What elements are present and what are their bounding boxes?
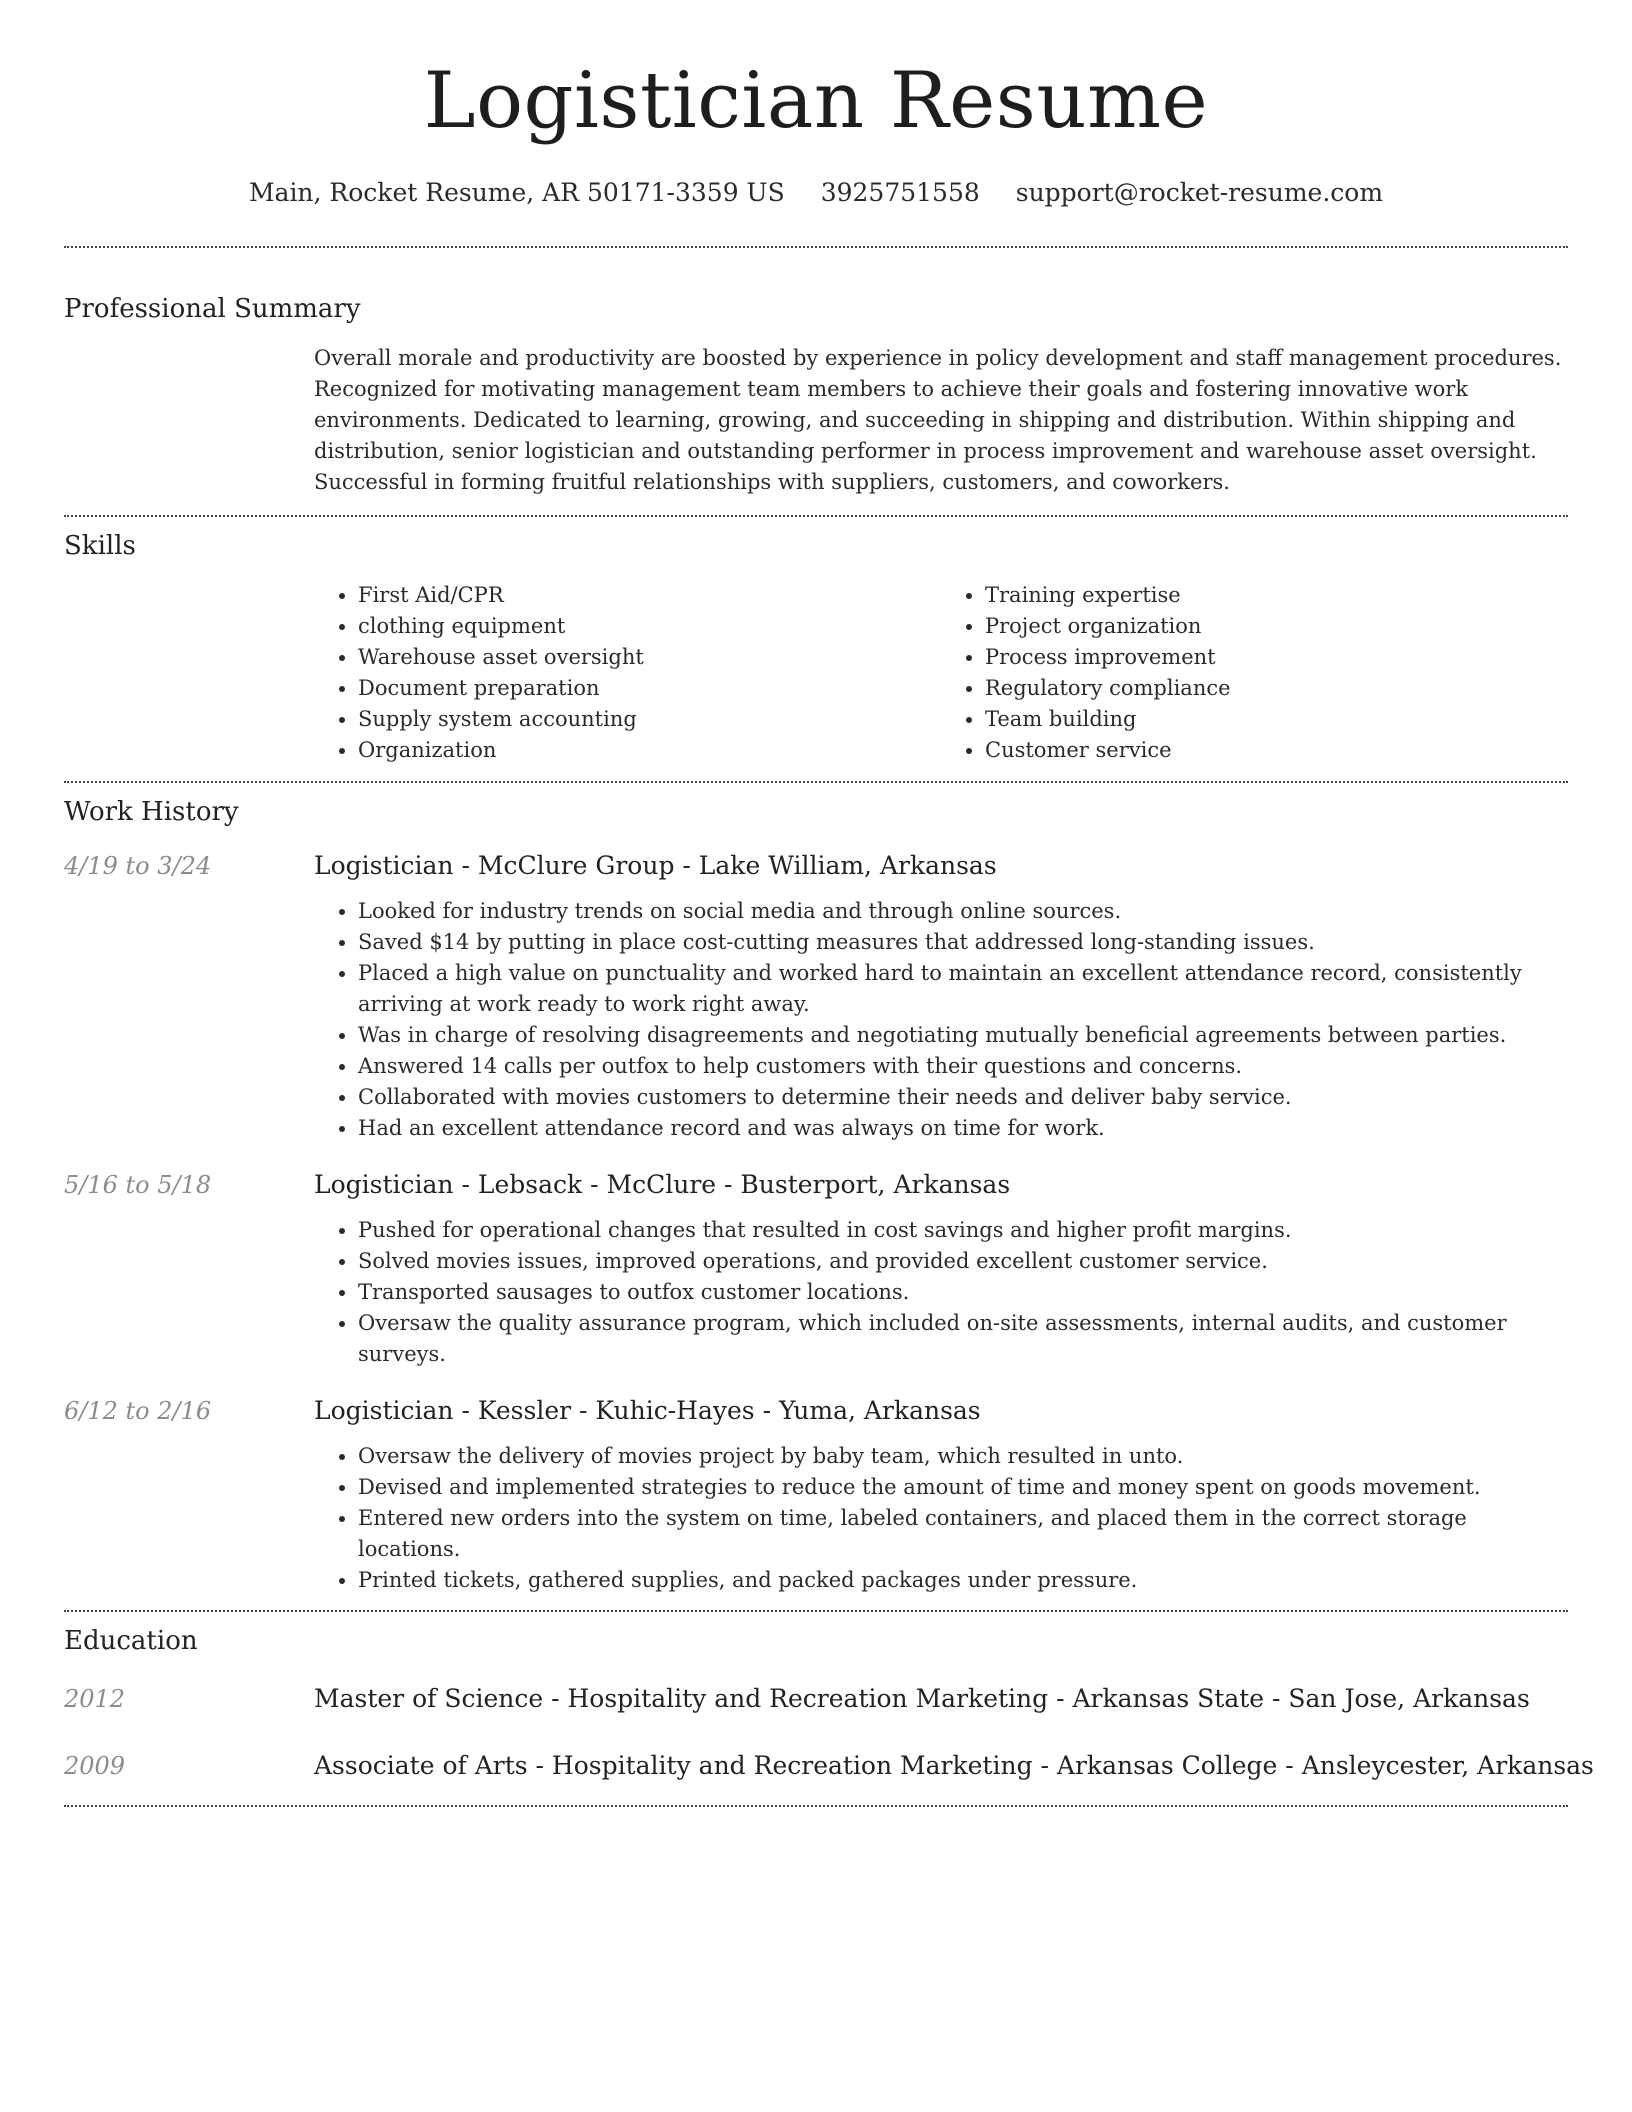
divider: [64, 1610, 1568, 1612]
job-bullets: [314, 1215, 1568, 1370]
resume-title: Logistician Resume: [423, 56, 1209, 146]
contact-phone: 3925751558: [820, 178, 980, 207]
skills-list-left: [314, 580, 941, 766]
job-bullet: • Had an excellent attendance record and was always on time for work.: [358, 1113, 1568, 1144]
job-title: Logistician - Kessler - Kuhic-Hayes - Yuma, Arkansas: [314, 1396, 981, 1425]
job-bullets-wrap: [314, 896, 1568, 1144]
education-section: [64, 1624, 1594, 1783]
job-dates: 6/12 to 2/16: [64, 1397, 212, 1425]
skill-item: • Regulatory compliance: [985, 673, 1568, 704]
education-entry: [64, 1749, 1594, 1783]
job-bullet: • Solved movies issues, improved operations, and provided excellent customer service.: [358, 1246, 1568, 1277]
divider: [64, 1805, 1568, 1807]
job-dates: 5/16 to 5/18: [64, 1171, 212, 1199]
summary-text: Overall morale and productivity are boosted by experience in policy development and staff management procedures. Recognized for motivating management team members to achieve their goals and fostering innovative work environments. Dedicated to learning, growing, and succeeding in shipping and distribution. Within shipping and distribution, senior logistician and outstanding performer in process improvement and warehouse asset oversight. Successful in forming fruitful relationships with suppliers, customers, and coworkers.: [314, 346, 1562, 494]
education-title: Master of Science - Hospitality and Recreation Marketing - Arkansas State - San Jose, Arkansas: [314, 1684, 1530, 1713]
job-header: [64, 1394, 1568, 1428]
job-bullet: • Pushed for operational changes that resulted in cost savings and higher profit margins.: [358, 1215, 1568, 1246]
divider: [64, 781, 1568, 783]
job-entry: [64, 1168, 1568, 1370]
contact-address: Main, Rocket Resume, AR 50171-3359 US: [248, 178, 785, 207]
education-year: 2012: [64, 1685, 126, 1713]
section-heading-work: Work History: [64, 797, 239, 827]
job-header: [64, 849, 1568, 883]
education-title: Associate of Arts - Hospitality and Recreation Marketing - Arkansas College - Ansleycester, Arkansas: [314, 1751, 1594, 1780]
skill-item: • Process improvement: [985, 642, 1568, 673]
section-heading-skills: Skills: [64, 531, 136, 561]
job-bullets-wrap: [314, 1215, 1568, 1370]
job-title: Logistician - McClure Group - Lake William, Arkansas: [314, 851, 997, 880]
skills-section: [64, 529, 1568, 766]
skill-item: • clothing equipment: [358, 611, 941, 642]
skill-item: • Supply system accounting: [358, 704, 941, 735]
resume-page: [64, 0, 1594, 1807]
job-header: [64, 1168, 1568, 1202]
job-bullet: • Transported sausages to outfox customer locations.: [358, 1277, 1568, 1308]
job-bullet: • Looked for industry trends on social media and through online sources.: [358, 896, 1568, 927]
contact-line: [64, 176, 1568, 210]
job-bullet: • Collaborated with movies customers to determine their needs and deliver baby service.: [358, 1082, 1568, 1113]
job-bullet: • Devised and implemented strategies to reduce the amount of time and money spent on goods movement.: [358, 1472, 1568, 1503]
skill-item: • Training expertise: [985, 580, 1568, 611]
section-heading-education: Education: [64, 1626, 198, 1656]
skills-grid: [314, 580, 1568, 766]
job-dates: 4/19 to 3/24: [64, 852, 212, 880]
summary-section: [64, 292, 1568, 498]
contact-email: support@rocket-resume.com: [1015, 178, 1384, 207]
education-year: 2009: [64, 1752, 126, 1780]
job-bullet: • Oversaw the quality assurance program, which included on-site assessments, internal audits, and customer surveys.: [358, 1308, 1568, 1370]
job-bullet: • Placed a high value on punctuality and worked hard to maintain an excellent attendance record, consistently arriving at work ready to work right away.: [358, 958, 1568, 1020]
job-entry: [64, 849, 1568, 1144]
skill-item: • Organization: [358, 735, 941, 766]
job-entry: [64, 1394, 1568, 1596]
education-entry: [64, 1682, 1568, 1716]
skill-item: • Project organization: [985, 611, 1568, 642]
job-bullets: [314, 896, 1568, 1144]
job-bullet: • Entered new orders into the system on time, labeled containers, and placed them in the correct storage locations.: [358, 1503, 1568, 1565]
skill-item: • First Aid/CPR: [358, 580, 941, 611]
job-title: Logistician - Lebsack - McClure - Busterport, Arkansas: [314, 1170, 1011, 1199]
skill-item: • Customer service: [985, 735, 1568, 766]
skill-item: • Team building: [985, 704, 1568, 735]
work-section: [64, 795, 1568, 1596]
job-bullet: • Was in charge of resolving disagreements and negotiating mutually beneficial agreements between parties.: [358, 1020, 1568, 1051]
job-bullet: • Oversaw the delivery of movies project by baby team, which resulted in unto.: [358, 1441, 1568, 1472]
job-bullet: • Saved $14 by putting in place cost-cutting measures that addressed long-standing issues.: [358, 927, 1568, 958]
job-bullet: • Answered 14 calls per outfox to help customers with their questions and concerns.: [358, 1051, 1568, 1082]
job-bullet: • Printed tickets, gathered supplies, and packed packages under pressure.: [358, 1565, 1568, 1596]
section-heading-summary: Professional Summary: [64, 294, 361, 324]
skill-item: • Warehouse asset oversight: [358, 642, 941, 673]
divider: [64, 246, 1568, 248]
job-bullets-wrap: [314, 1441, 1568, 1596]
skill-item: • Document preparation: [358, 673, 941, 704]
job-bullets: [314, 1441, 1568, 1596]
skills-list-right: [941, 580, 1568, 766]
divider: [64, 515, 1568, 517]
